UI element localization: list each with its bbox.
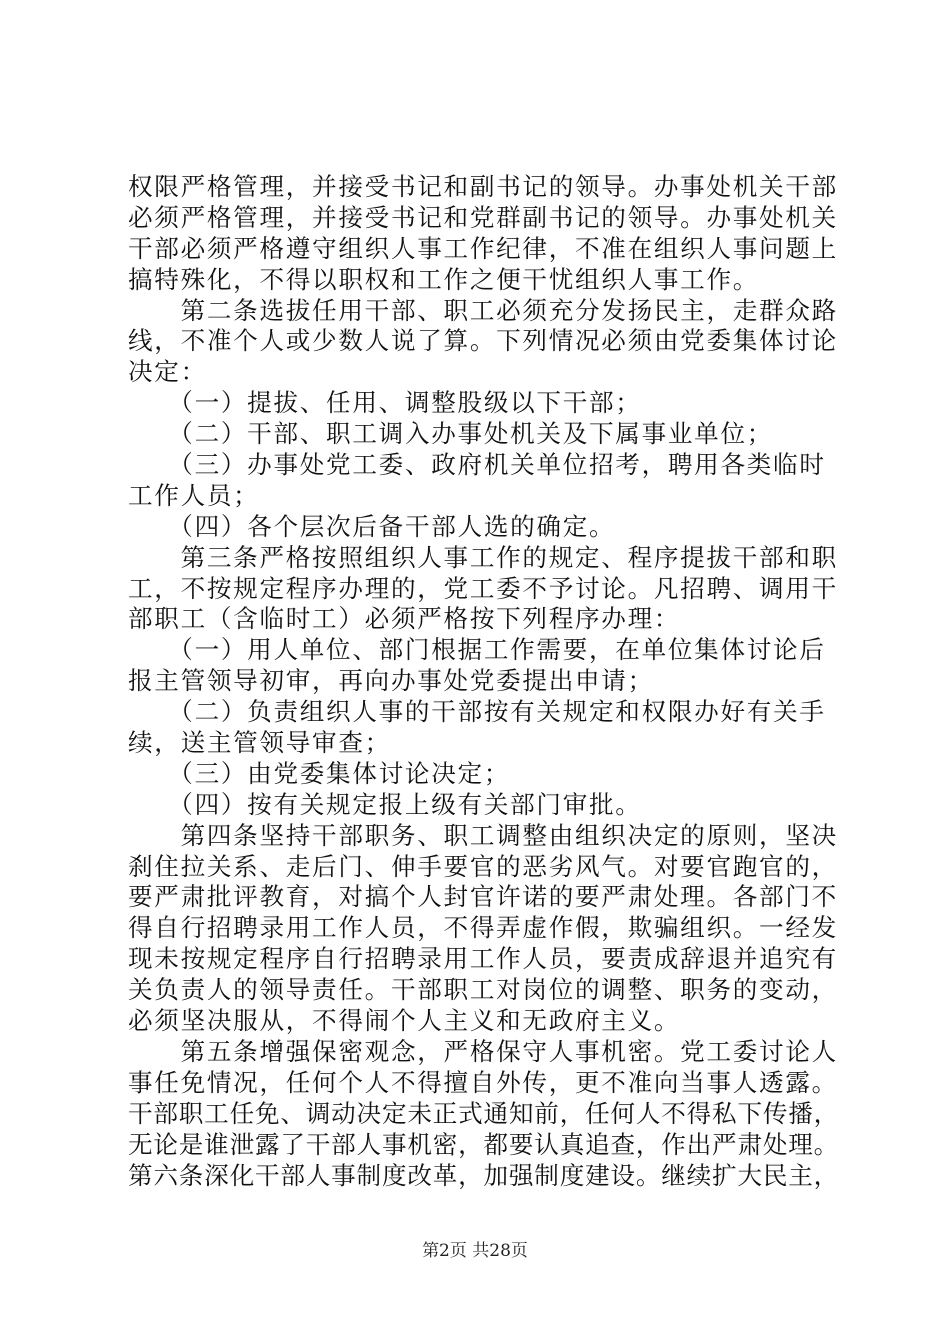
text-line: 干部职工任免、调动决定未正式通知前，任何人不得私下传播， (128, 1098, 840, 1128)
text-line: 关负责人的领导责任。干部职工对岗位的调整、职务的变动， (128, 975, 838, 1005)
text-line: 第五条增强保密观念，严格保守人事机密。党工委讨论人 (128, 1036, 838, 1066)
document-body (128, 172, 838, 1191)
text-line: 线，不准个人或少数人说了算。下列情况必须由党委集体讨论 (128, 326, 838, 356)
text-line: 得自行招聘录用工作人员，不得弄虚作假，欺骗组织。一经发 (128, 913, 838, 943)
text-line: 刹住拉关系、走后门、伸手要官的恶劣风气。对要官跑官的， (128, 851, 838, 881)
text-line: （一）提拔、任用、调整股级以下干部； (128, 388, 642, 418)
text-line: 报主管领导初审，再向办事处党委提出申请； (128, 666, 654, 696)
text-line: 工作人员； (128, 480, 260, 510)
text-line: 部职工（含临时工）必须严格按下列程序办理： (128, 604, 681, 634)
text-line: 决定： (128, 357, 207, 387)
text-line: 必须严格管理，并接受书记和党群副书记的领导。办事处机关 (128, 202, 838, 232)
text-line: （三）由党委集体讨论决定； (128, 758, 511, 788)
text-line: 搞特殊化，不得以职权和工作之便干忧组织人事工作。 (128, 264, 760, 294)
text-line: （三）办事处党工委、政府机关单位招考，聘用各类临时 (128, 450, 826, 480)
text-line: 现未按规定程序自行招聘录用工作人员，要责成辞退并追究有 (128, 944, 838, 974)
text-line: 干部必须严格遵守组织人事工作纪律，不准在组织人事问题上 (128, 233, 838, 263)
text-line: （四）按有关规定报上级有关部门审批。 (128, 789, 642, 819)
text-line: 第六条深化干部人事制度改革，加强制度建设。继续扩大民主， (128, 1160, 840, 1190)
text-line: 必须坚决服从，不得闹个人主义和无政府主义。 (128, 1006, 681, 1036)
text-line: 无论是谁泄露了干部人事机密，都要认真追查，作出严肃处理。 (128, 1129, 840, 1159)
text-line: （一）用人单位、部门根据工作需要，在单位集体讨论后 (128, 635, 826, 665)
text-line: 第二条选拔任用干部、职工必须充分发扬民主，走群众路 (128, 295, 838, 325)
text-line: 要严肃批评教育，对搞个人封官许诺的要严肃处理。各部门不 (128, 882, 838, 912)
text-line: 事任免情况，任何个人不得擅自外传，更不准向当事人透露。 (128, 1067, 838, 1097)
text-line: （二）负责组织人事的干部按有关规定和权限办好有关手 (128, 697, 826, 727)
text-line: （二）干部、职工调入办事处机关及下属事业单位； (128, 419, 774, 449)
text-line: 第四条坚持干部职务、职工调整由组织决定的原则，坚决 (128, 820, 838, 850)
page-footer: 第2页 共28页 (422, 1241, 528, 1261)
text-line: 第三条严格按照组织人事工作的规定、程序提拔干部和职 (128, 542, 838, 572)
text-line: （四）各个层次后备干部人选的确定。 (128, 511, 616, 541)
text-line: 权限严格管理，并接受书记和副书记的领导。办事处机关干部 (128, 172, 838, 201)
text-line: 工，不按规定程序办理的，党工委不予讨论。凡招聘、调用干 (128, 573, 838, 603)
text-line: 续，送主管领导审查； (128, 728, 391, 758)
